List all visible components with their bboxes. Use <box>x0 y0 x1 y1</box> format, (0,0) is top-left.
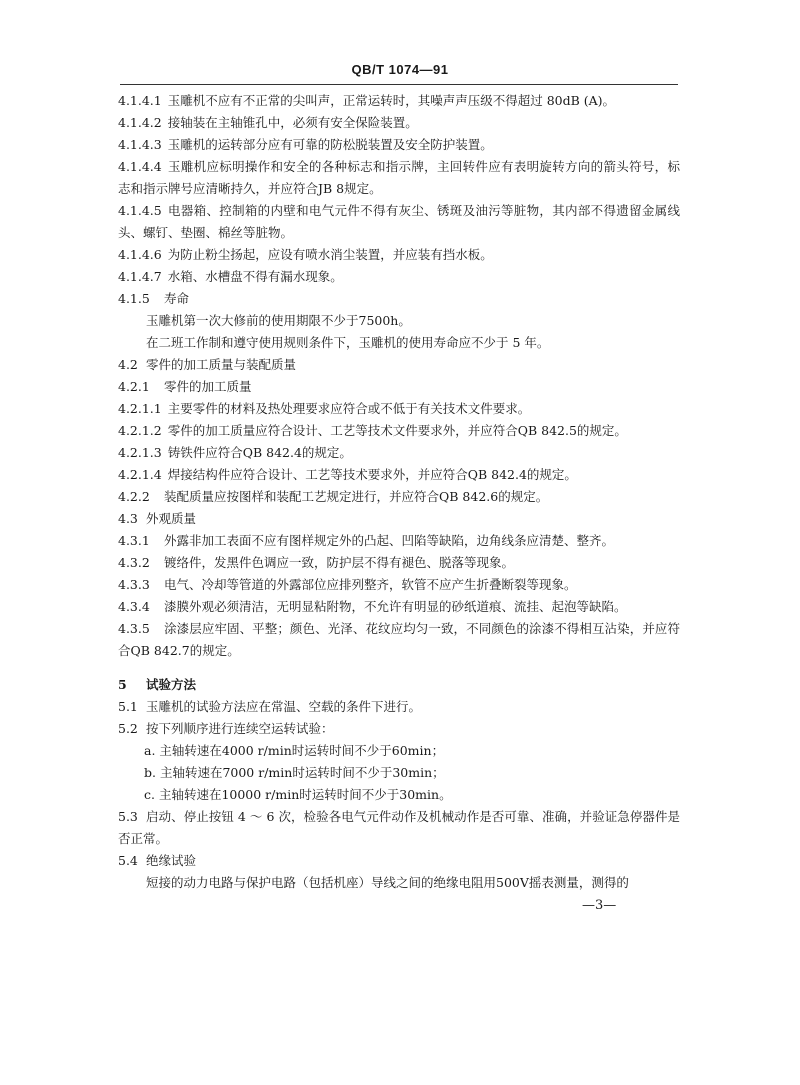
page-header: QB/T 1074—91 <box>351 62 449 77</box>
clause-4-3-2: 4.3.2 镀络件，发黑件色调应一致，防护层不得有褪色、脱落等现象。 <box>118 555 515 570</box>
life-paragraph-2: 在二班工作制和遵守使用规则条件下，玉雕机的使用寿命应不少于 5 年。 <box>146 335 550 350</box>
clause-4-1-4-2: 4.1.4.2 接轴装在主轴锥孔中，必须有安全保险装置。 <box>118 115 418 130</box>
life-paragraph-1: 玉雕机第一次大修前的使用期限不少于7500h。 <box>146 313 411 328</box>
clause-4-3-3: 4.3.3 电气、冷却等管道的外露部位应排列整齐，软管不应产生折叠断裂等现象。 <box>118 577 577 592</box>
header-rule <box>120 84 678 85</box>
clause-5-3: 5.3 启动、停止按钮 4 ～ 6 次，检验各电气元件动作及机械动作是否可靠、准确，并验证急停器件是否正常。 <box>118 809 680 846</box>
speed-item-c: c. 主轴转速在10000 r/min时运转时间不少于30min。 <box>144 787 452 802</box>
clause-4-3: 4.3 外观质量 <box>118 511 197 526</box>
clause-4-2-1-2: 4.2.1.2 零件的加工质量应符合设计、工艺等技术文件要求外，并应符合QB 842.5的规定。 <box>118 423 627 438</box>
speed-item-a: a. 主轴转速在4000 r/min时运转时间不少于60min； <box>144 743 445 758</box>
clause-4-1-4-7: 4.1.4.7 水箱、水槽盘不得有漏水现象。 <box>118 269 343 284</box>
speed-item-b: b. 主轴转速在7000 r/min时运转时间不少于30min； <box>144 765 445 780</box>
clause-4-2-1-4: 4.2.1.4 焊接结构件应符合设计、工艺等技术要求外，并应符合QB 842.4的规定。 <box>118 467 577 482</box>
clause-4-3-5: 4.3.5 涂漆层应牢固、平整；颜色、光泽、花纹应均匀一致，不同颜色的涂漆不得相互沾染，并应符合QB 842.7的规定。 <box>118 621 680 658</box>
clause-5-4: 5.4 绝缘试验 <box>118 853 197 868</box>
clause-4-2-1-3: 4.2.1.3 铸铁件应符合QB 842.4的规定。 <box>118 445 352 460</box>
clause-4-1-4-1: 4.1.4.1 玉雕机不应有不正常的尖叫声，正常运转时，其噪声声压级不得超过 80dB (A)。 <box>118 93 616 108</box>
clause-4-1-4-4: 4.1.4.4 玉雕机应标明操作和安全的各种标志和指示牌，主回转件应有表明旋转方向的箭头符号，标志和指示牌号应清晰持久，并应符合JB 8规定。 <box>118 159 680 196</box>
clause-4-2-1: 4.2.1 零件的加工质量 <box>118 379 252 394</box>
clause-4-2-1-1: 4.2.1.1 主要零件的材料及热处理要求应符合或不低于有关技术文件要求。 <box>118 401 531 416</box>
clause-4-1-4-3: 4.1.4.3 玉雕机的运转部分应有可靠的防松脱装置及安全防护装置。 <box>118 137 493 152</box>
clause-4-2-2: 4.2.2 装配质量应按图样和装配工艺规定进行，并应符合QB 842.6的规定。 <box>118 489 549 504</box>
clause-4-2: 4.2 零件的加工质量与装配质量 <box>118 357 297 372</box>
clause-5-2: 5.2 按下列顺序进行连续空运转试验： <box>118 721 334 736</box>
clause-5-1: 5.1 玉雕机的试验方法应在常温、空载的条件下进行。 <box>118 699 422 714</box>
document-body <box>118 90 680 894</box>
clause-4-3-4: 4.3.4 漆膜外观必须清洁，无明显粘附物，不允许有明显的砂纸道痕、流挂、起泡等缺陷。 <box>118 599 627 614</box>
insulation-paragraph: 短接的动力电路与保护电路（包括机座）导线之间的绝缘电阻用500V摇表测量，测得的 <box>146 875 629 890</box>
clause-4-3-1: 4.3.1 外露非加工表面不应有图样规定外的凸起、凹陷等缺陷，边角线条应清楚、整齐。 <box>118 533 615 548</box>
section-5-heading: 5 试验方法 <box>118 677 197 692</box>
page-number: —3— <box>582 898 617 913</box>
clause-4-1-4-5: 4.1.4.5 电器箱、控制箱的内壁和电气元件不得有灰尘、锈斑及油污等脏物，其内部不得遗留金属线头、螺钉、垫圈、棉丝等脏物。 <box>118 203 680 240</box>
clause-4-1-5: 4.1.5 寿命 <box>118 291 190 306</box>
clause-4-1-4-6: 4.1.4.6 为防止粉尘扬起，应设有喷水消尘装置，并应装有挡水板。 <box>118 247 493 262</box>
